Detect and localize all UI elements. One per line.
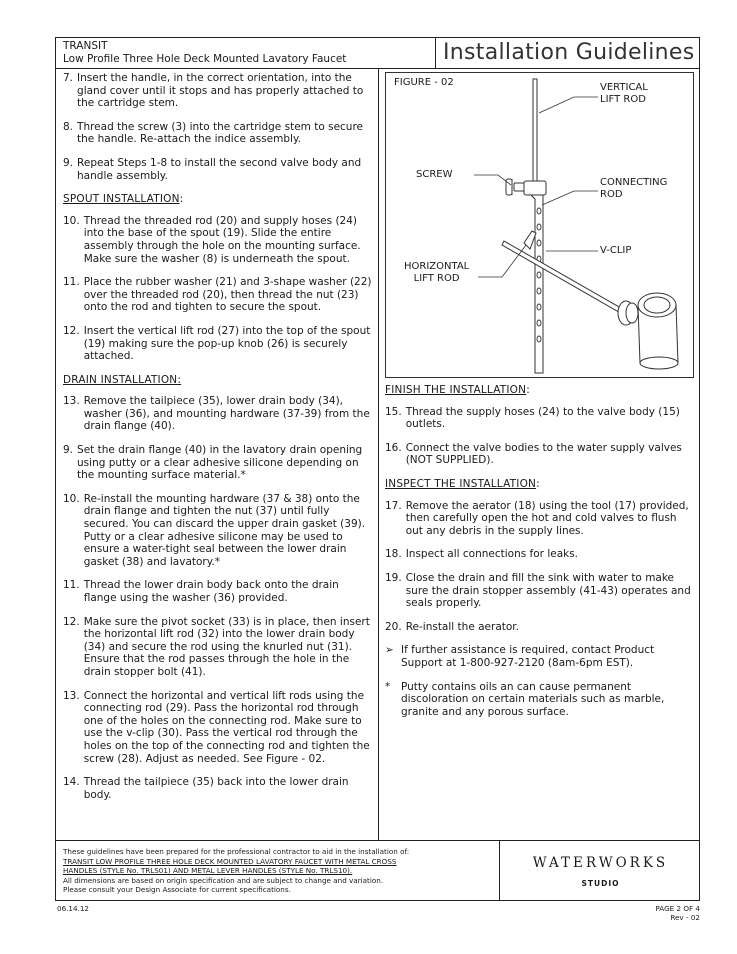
knurled-nut-shape (618, 301, 638, 325)
label-horizontal-lift-rod: HORIZONTAL LIFT ROD (404, 261, 470, 284)
step-number: 12. (63, 324, 80, 337)
step-number: 13. (63, 395, 80, 408)
drain-step (63, 776, 372, 801)
step-number: 10. (63, 492, 80, 505)
doc-title: Installation Guidelines (443, 40, 695, 65)
inspect-step (385, 548, 693, 561)
vclip-shape (524, 231, 536, 249)
note-item (385, 681, 693, 719)
header-divider (435, 38, 436, 68)
finish-heading-colon: : (526, 384, 530, 396)
note-symbol: ➢ (385, 644, 394, 657)
step-number: 11. (63, 579, 80, 592)
label-screw: SCREW (416, 169, 453, 180)
page-header (56, 38, 699, 69)
footer-disclaimer (63, 847, 493, 895)
step-number: 17. (385, 499, 402, 512)
steps-inspect-section (385, 500, 693, 634)
label-vclip: V-CLIP (600, 245, 632, 256)
steps-drain-section (63, 395, 372, 801)
left-column (56, 69, 378, 812)
handle-step (63, 157, 372, 182)
drain-heading: DRAIN INSTALLATION: (63, 373, 182, 386)
step-text: Insert the handle, in the correct orientation, into the gland cover until it stops and has properly attached to the cartridge stem. (77, 72, 364, 110)
step-text: Thread the threaded rod (20) and supply hoses (24) into the base of the spout (19). Slide the entire assembly through the hole on the mounting surface. Make sure the washer (8) is underneath the spout. (83, 214, 361, 265)
footer-line-2: TRANSIT LOW PROFILE THREE HOLE DECK MOUNTED LAVATORY FAUCET WITH METAL CROSS (63, 856, 397, 866)
drain-step (63, 493, 372, 569)
footer-line-3: HANDLES (STYLE No. TRLS01) AND METAL LEVER HANDLES (STYLE No. TRLS10). (63, 866, 353, 876)
page-number (655, 904, 700, 922)
finish-step (385, 406, 693, 431)
step-number: 18. (385, 548, 402, 561)
revision: Rev - 02 (670, 913, 700, 922)
inspect-step (385, 572, 693, 610)
figure-02 (385, 72, 694, 378)
step-number: 20. (385, 620, 402, 633)
notes-section (385, 644, 693, 718)
step-text: Remove the aerator (18) using the tool (17) provided, then carefully open the hot and cold valves to flush out any debris in the supply lines. (405, 499, 689, 537)
label-connecting-rod: CONNECTING ROD (600, 177, 668, 200)
spout-step (63, 276, 372, 314)
page-frame (55, 37, 700, 901)
step-number: 11. (63, 276, 80, 289)
step-text: Repeat Steps 1-8 to install the second valve body and handle assembly. (77, 156, 362, 182)
step-text: Thread the supply hoses (24) to the valve body (15) outlets. (405, 405, 680, 431)
step-text: Re-install the mounting hardware (37 & 38) onto the drain flange and tighten the nut (37) until fully secured. You can discard the upper drain gasket (39). Putty or a clear adhesive silicone may be used to ensure a water-tight seal between the lower drain gasket (38) and lavatory.* (83, 492, 366, 568)
drain-step (63, 395, 372, 433)
step-number: 8. (63, 120, 74, 133)
screw-shape (506, 179, 524, 195)
finish-heading-text: FINISH THE INSTALLATION (385, 384, 527, 396)
step-text: Thread the screw (3) into the cartridge stem to secure the handle. Re-attach the indice assembly. (77, 120, 363, 146)
steps-spout-section (63, 215, 372, 363)
step-number: 9. (63, 444, 74, 457)
handle-step (63, 121, 372, 146)
inspect-step (385, 500, 693, 538)
drain-body-shape (638, 293, 678, 369)
doc-date: 06.14.12 (57, 904, 90, 913)
brand-logo-text: WATERWORKS (532, 855, 669, 871)
steps-handle-section (63, 72, 372, 182)
step-text: Make sure the pivot socket (33) is in place, then insert the horizontal lift rod (32) into the lower drain body (34) and secure the rod using the knurled nut (31). Ensure that the rod passes through the hole in the drain stopper bolt (41). (83, 615, 370, 678)
step-text: Connect the valve bodies to the water supply valves (NOT SUPPLIED). (405, 441, 682, 467)
finish-step (385, 442, 693, 467)
step-number: 15. (385, 405, 402, 418)
note-text: Putty contains oils an can cause permanent discoloration on certain materials such as marble, granite and any porous surface. (401, 680, 665, 718)
step-text: Remove the tailpiece (35), lower drain body (34), washer (36), and mounting hardware (37-39) from the drain flange (40). (83, 395, 370, 433)
drain-step (63, 690, 372, 766)
header-brand-line: TRANSIT (63, 40, 108, 52)
step-text: Thread the tailpiece (35) back into the lower drain body. (83, 776, 349, 801)
figure-title: FIGURE - 02 (394, 77, 454, 88)
spout-heading (63, 193, 372, 206)
header-product (63, 40, 433, 66)
footer-line-5: Please consult your Design Associate for current specifications. (63, 885, 291, 895)
spout-step (63, 215, 372, 265)
footer-line-4: All dimensions are based on origin specification and are subject to change and variation. (63, 875, 384, 885)
step-text: Re-install the aerator. (405, 620, 519, 633)
spout-step (63, 325, 372, 363)
handle-step (63, 72, 372, 110)
right-column (379, 69, 699, 729)
step-number: 16. (385, 441, 402, 454)
step-text: Set the drain flange (40) in the lavatory drain opening using putty or a clear adhesive silicone depending on the mounting surface material.* (77, 444, 363, 482)
drain-step (63, 579, 372, 604)
clamp-block-shape (524, 181, 546, 195)
footer-line-1: These guidelines have been prepared for the professional contractor to aid in the installation of: (63, 847, 410, 856)
note-text: If further assistance is required, contact Product Support at 1-800-927-2120 (8am-6pm EST). (401, 644, 655, 669)
vertical-lift-rod-shape (533, 79, 537, 191)
step-number: 9. (63, 156, 74, 169)
steps-finish-section (385, 406, 693, 467)
note-symbol: * (385, 680, 391, 693)
step-text: Inspect all connections for leaks. (405, 548, 579, 561)
step-number: 12. (63, 615, 80, 628)
lift-rod-diagram (386, 73, 695, 379)
spout-heading-colon: : (179, 193, 184, 206)
finish-heading (385, 384, 693, 397)
step-number: 19. (385, 571, 402, 584)
page-count: PAGE 2 OF 4 (655, 904, 700, 913)
brand-logo-subtext: STUDIO (581, 879, 620, 888)
note-item (385, 644, 693, 669)
page-footer (56, 840, 699, 900)
step-text: Close the drain and fill the sink with water to make sure the drain stopper assembly (41-43) operates and seals properly. (405, 571, 691, 610)
step-text: Insert the vertical lift rod (27) into the top of the spout (19) making sure the pop-up knob (26) is securely attached. (83, 324, 371, 363)
step-number: 10. (63, 214, 80, 227)
step-number: 14. (63, 776, 80, 789)
drain-step (63, 616, 372, 679)
step-text: Place the rubber washer (21) and 3-shape washer (22) over the threaded rod (20), then thread the nut (23) onto the rod and tighten to secure the spout. (83, 276, 372, 314)
label-vertical-lift-rod: VERTICAL LIFT ROD (600, 82, 648, 105)
spout-heading-text: SPOUT INSTALLATION (63, 193, 180, 206)
step-text: Connect the horizontal and vertical lift rods using the connecting rod (29). Pass the horizontal rod through one of the holes on the connecting rod. Make sure to use the v-clip (30). Pass the vertical rod through the holes on the top of the connecting rod and tighten the screw (28). Adjust as needed. See Figure - 02. (83, 689, 370, 765)
header-product-line: Low Profile Three Hole Deck Mounted Lavatory Faucet (63, 53, 347, 65)
step-text: Thread the lower drain body back onto the drain flange using the washer (36) provided. (83, 579, 339, 604)
footer-divider (499, 841, 500, 900)
drain-step (63, 444, 372, 482)
inspect-step (385, 621, 693, 634)
step-number: 13. (63, 689, 80, 702)
inspect-heading (385, 478, 693, 491)
inspect-heading-text: INSPECT THE INSTALLATION (385, 477, 537, 490)
inspect-heading-colon: : (536, 477, 540, 490)
step-number: 7. (63, 72, 74, 84)
